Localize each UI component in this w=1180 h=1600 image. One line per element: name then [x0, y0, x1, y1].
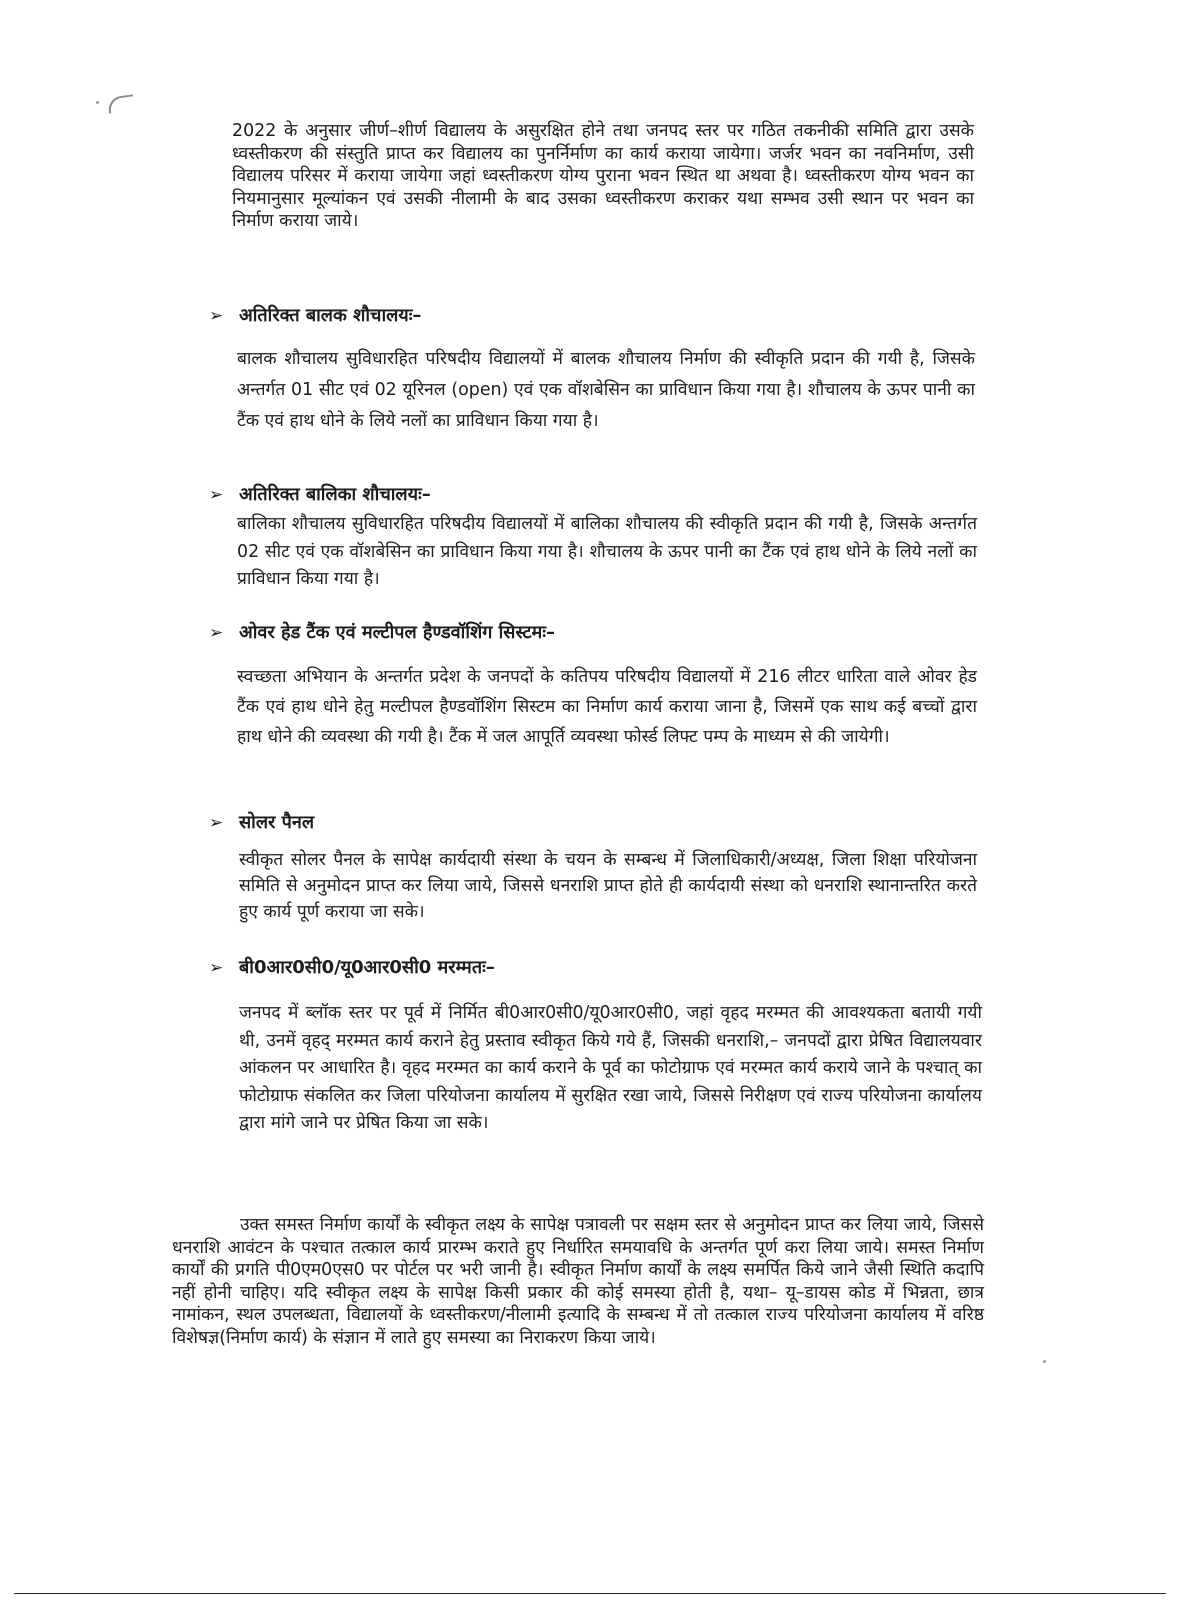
heading-text: सोलर पैनल	[239, 812, 315, 833]
section-body-girls-toilet: बालिका शौचालय सुविधारहित परिषदीय विद्यालयों में बालिका शौचालय की स्वीकृति प्रदान की गयी है, जिसके अन्तर्गत 02 सीट एवं एक वॉशबेसिन का प्राविधान किया गया है। शौचालय के ऊपर पानी का टैंक एवं हाथ धोने के लिये नलों का प्राविधान किया गया है।	[237, 514, 977, 589]
intro-paragraph: 2022 के अनुसार जीर्ण–शीर्ण विद्यालय के असुरक्षित होने तथा जनपद स्तर पर गठित तकनीकी समिति द्वारा उसके ध्वस्तीकरण की संस्तुति प्राप्त कर विद्यालय का पुनर्निर्माण का कार्य कराया जायेगा। जर्जर भवन का नवनिर्माण, उसी विद्यालय परिसर में कराया जायेगा जहां ध्वस्तीकरण योग्य पुराना भवन स्थित था अथवा है। ध्वस्तीकरण योग्य भवन का नियमानुसार मूल्यांकन एवं उसकी नीलामी के बाद उसका ध्वस्तीकरण कराकर यथा सम्भव उसी स्थान पर भवन का निर्माण कराया जाये।	[232, 121, 974, 231]
section-heading-overhead-tank	[209, 620, 555, 646]
section-heading-solar-panel	[209, 810, 314, 836]
section-body-solar-panel: स्वीकृत सोलर पैनल के सापेक्ष कार्यदायी संस्था के चयन के सम्बन्ध में जिलाधिकारी/अध्यक्ष, जिला शिक्षा परियोजना समिति से अनुमोदन प्राप्त कर लिया जाये, जिससे धनराशि प्राप्त होते ही कार्यदायी संस्था को धनराशि स्थानान्तरित करते हुए कार्य पूर्ण कराया जा सके।	[239, 850, 977, 922]
arrow-bullet-icon: ➢	[209, 485, 224, 505]
scan-artifact-dot	[96, 101, 99, 104]
section-body-overhead-tank: स्वच्छता अभियान के अन्तर्गत प्रदेश के जनपदों के कतिपय परिषदीय विद्यालयों में 216 लीटर धारिता वाले ओवर हेड टैंक एवं हाथ धोने हेतु मल्टीपल हैण्डवॉशिंग सिस्टम का निर्माण कार्य कराया जाना है, जिसमें एक साथ कई बच्चों द्वारा हाथ धोने की व्यवस्था की गयी है। टैंक में जल आपूर्ति व्यवस्था फोर्स्ड लिफ्ट पम्प के माध्यम से की जायेगी।	[237, 667, 977, 747]
arrow-bullet-icon: ➢	[209, 306, 224, 326]
section-body-boys-toilet: बालक शौचालय सुविधारहित परिषदीय विद्यालयों में बालक शौचालय निर्माण की स्वीकृति प्रदान की गयी है, जिसके अन्तर्गत 01 सीट एवं 02 यूरिनल (open) एवं एक वॉशबेसिन का प्राविधान किया गया है। शौचालय के ऊपर पानी का टैंक एवं हाथ धोने के लिये नलों का प्राविधान किया गया है।	[237, 349, 975, 431]
arrow-bullet-icon: ➢	[209, 813, 224, 833]
scan-artifact-mark	[107, 94, 135, 113]
section-heading-brc-urc-repair	[209, 955, 495, 981]
page-bottom-rule	[14, 1593, 1166, 1594]
heading-text: अतिरिक्त बालिका शौचालयः–	[239, 484, 431, 505]
arrow-bullet-icon: ➢	[209, 623, 224, 643]
section-body-brc-urc-repair: जनपद में ब्लॉक स्तर पर पूर्व में निर्मित बी0आर0सी0/यू0आर0सी0, जहां वृहद मरम्मत की आवश्यकता बतायी गयी थी, उनमें वृहद् मरम्मत कार्य कराने हेतु प्रस्ताव स्वीकृत किये गये हैं, जिसकी धनराशि,– जनपदों द्वारा प्रेषित विद्यालयवार आंकलन पर आधारित है। वृहद मरम्मत का कार्य कराने के पूर्व का फोटोग्राफ एवं मरम्मत कार्य कराये जाने के पश्चात् का फोटोग्राफ संकलित कर जिला परियोजना कार्यालय में सुरक्षित रखा जाये, जिससे निरीक्षण एवं राज्य परियोजना कार्यालय द्वारा मांगे जाने पर प्रेषित किया जा सके।	[239, 1003, 982, 1133]
scan-artifact-dot	[1043, 1360, 1046, 1363]
section-heading-girls-toilet	[209, 482, 431, 508]
heading-text: ओवर हेड टैंक एवं मल्टीपल हैण्डवॉशिंग सिस्टमः–	[239, 622, 555, 643]
heading-text: बी0आर0सी0/यू0आर0सी0 मरम्मतः–	[239, 957, 495, 978]
arrow-bullet-icon: ➢	[209, 958, 224, 978]
closing-paragraph: उक्त समस्त निर्माण कार्यों के स्वीकृत लक्ष्य के सापेक्ष पत्रावली पर सक्षम स्तर से अनुमोदन प्राप्त कर लिया जाये, जिससे धनराशि आवंटन के पश्चात तत्काल कार्य प्रारम्भ कराते हुए निर्धारित समयावधि के अन्तर्गत पूर्ण करा लिया जाये। समस्त निर्माण कार्यों की प्रगति पी0एम0एस0 पर पोर्टल पर भरी जानी है। स्वीकृत निर्माण कार्यों के लक्ष्य समर्पित किये जाने जैसी स्थिति कदापि नहीं होनी चाहिए। यदि स्वीकृत लक्ष्य के सापेक्ष किसी प्रकार की कोई समस्या होती है, यथा– यू–डायस कोड में भिन्नता, छात्र नामांकन, स्थल उपलब्धता, विद्यालयों के ध्वस्तीकरण/नीलामी इत्यादि के सम्बन्ध में तो तत्काल राज्य परियोजना कार्यालय में वरिष्ठ विशेषज्ञ(निर्माण कार्य) के संज्ञान में लाते हुए समस्या का निराकरण किया जाये।	[172, 1215, 984, 1348]
section-heading-boys-toilet	[209, 303, 421, 329]
heading-text: अतिरिक्त बालक शौचालयः–	[239, 305, 422, 326]
